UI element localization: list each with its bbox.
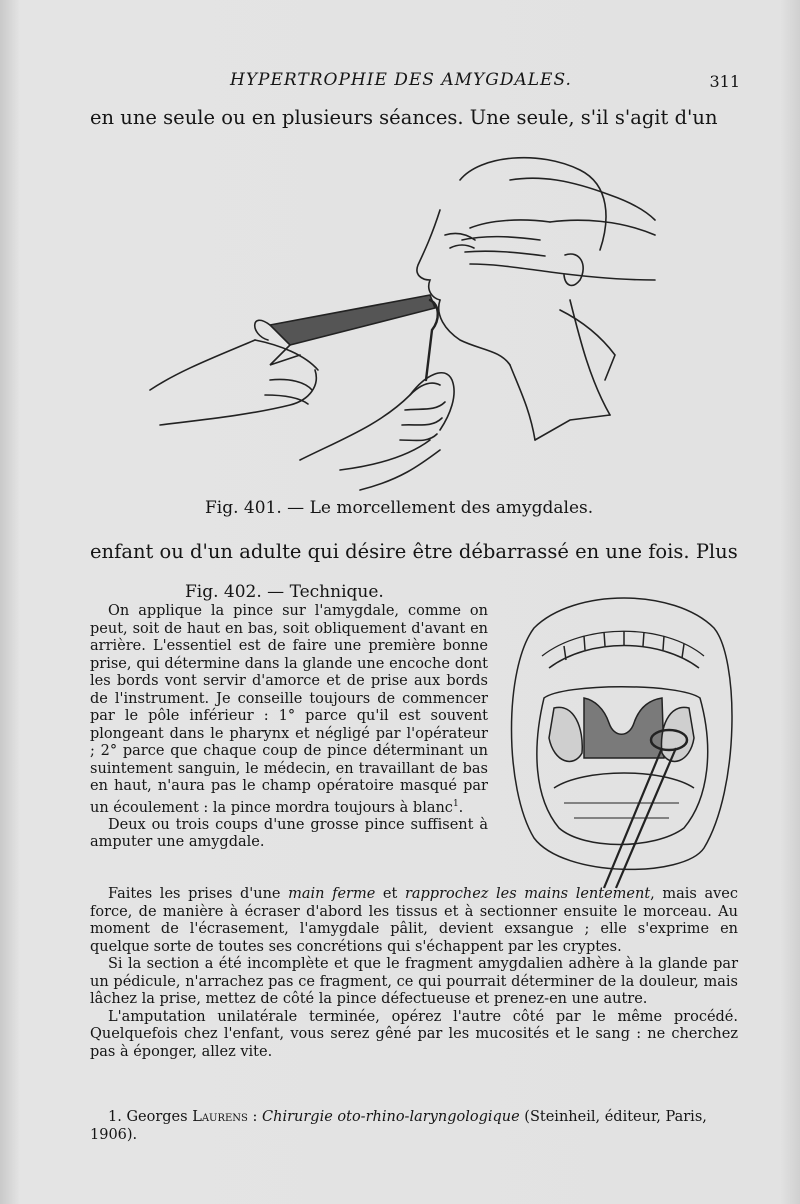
figure-401-caption: Fig. 401. — Le morcellement des amygdales. [205,498,594,518]
figure-401-illustration [140,140,660,500]
paragraph-5: L'amputation unilatérale terminée, opérez l'autre côté par le même procédé. Quelquefois chez l'enfant, vous serez gêné par les mucosités et le sang : ne cherchez pas à éponger, allez vite. [90,1008,738,1060]
figure-402-illustration [504,588,740,894]
running-title: HYPERTROPHIE DES AMYGDALES. [230,70,572,90]
text-line-after-figure: enfant ou d'un adulte qui désire être débarrassé en une fois. Plus [90,540,738,563]
paragraph-3: Faites les prises d'une main ferme et rapprochez les mains lentement, mais avec force, de manière à écraser d'abord les tissus et à sectionner ensuite le morceau. Au moment de l'écrasement, l'amygdale pâlit, devient exsangue ; elle s'exprime en quelque sorte de toutes ses concrétions qui s'échappent par les cryptes. [90,886,738,955]
footnote: 1. Georges Laurens : Chirurgie oto-rhino-laryngologique (Steinheil, éditeur, Paris, 1906). [90,1109,707,1143]
page-header [90,70,740,100]
column-text [90,603,488,852]
paragraph-2: Deux ou trois coups d'une grosse pince suffisent à amputer une amygdale. [90,816,488,851]
paragraph-1: On applique la pince sur l'amygdale, comme on peut, soit de haut en bas, soit obliquement d'avant en arrière. L'essentiel est de faire une première bonne prise, qui détermine dans la glande une encoche dont les bords vont servir d'amorce et de prise aux bords de l'instrument. Je conseille toujours de commencer par le pôle inférieur : 1° parce qu'il est souvent plongeant dans le pharynx et négligé par l'opérateur ; 2° parce que chaque coup de pince déterminant un suintement sanguin, le médecin, en travaillant de bas en haut, n'aura pas le champ opératoire masqué par un écoulement : la pince mordra toujours à blanc$^1$. [90,603,488,816]
footnote-mark: 1 [452,798,459,809]
footnote-author: Laurens [192,1109,248,1125]
paragraph-4: Si la section a été incomplète et que le fragment amygdalien adhère à la glande par un pédicule, n'arrachez pas ce fragment, ce qui pourrait déterminer de la douleur, mais lâchez la prise, mettez de côté la pince défectueuse et prenez-en une autre. [90,956,738,1007]
figure-402-caption: Fig. 402. — Technique. [185,582,384,602]
top-text-line: en une seule ou en plusieurs séances. Une seule, s'il s'agit d'un [90,106,718,129]
page-number: 311 [709,72,740,91]
full-width-text [90,886,738,1061]
footnote-title: Chirurgie oto-rhino-laryngologique [262,1109,520,1125]
